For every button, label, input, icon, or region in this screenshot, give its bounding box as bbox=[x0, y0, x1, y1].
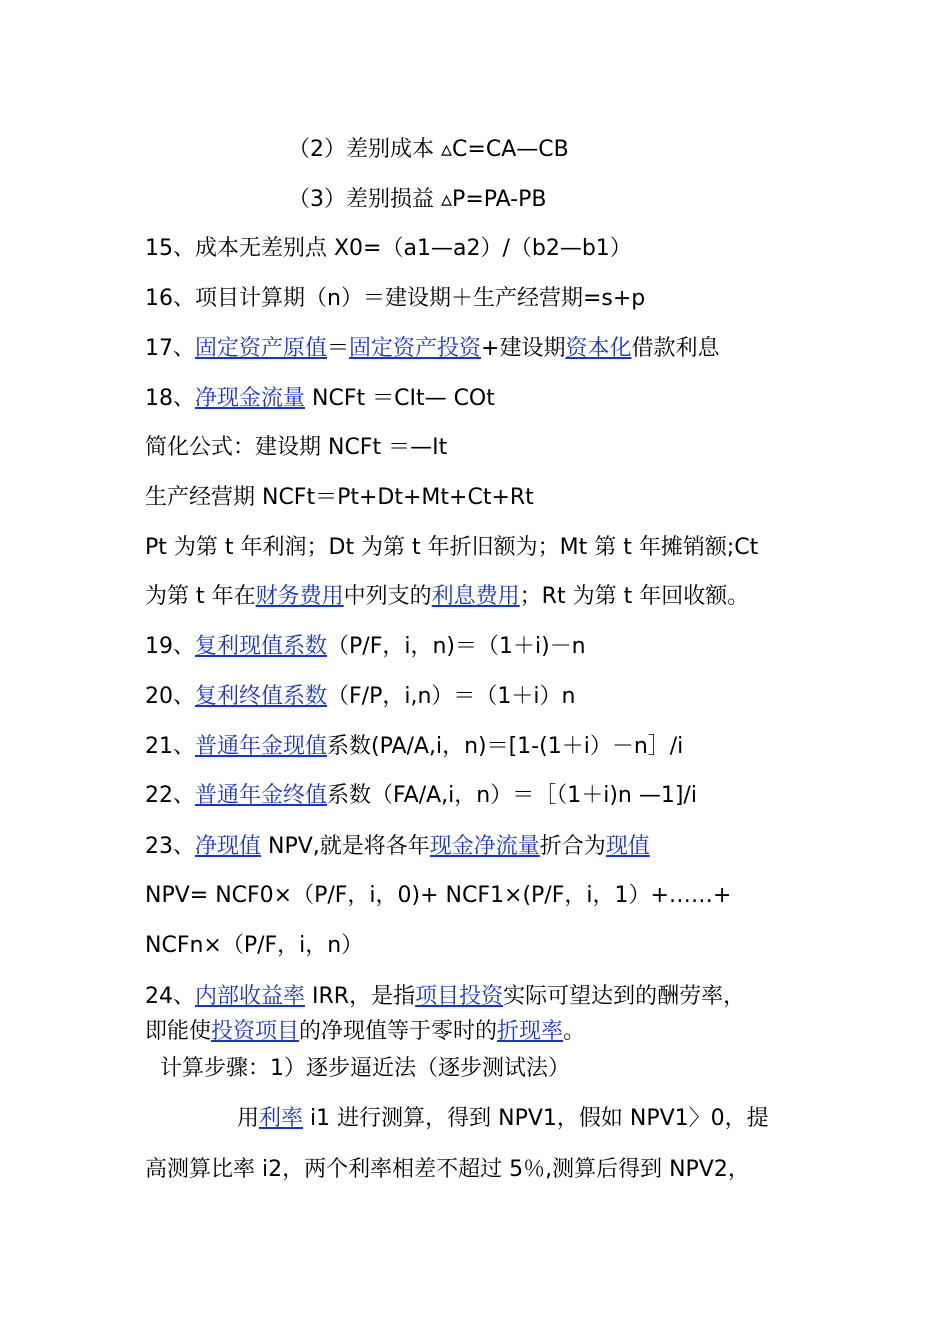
text-run: 17、 bbox=[145, 336, 195, 361]
text-run: 为第 t 年在 bbox=[145, 584, 256, 609]
hyperlink[interactable]: 普通年金终值 bbox=[195, 783, 328, 808]
doc-line-l17 bbox=[145, 931, 363, 961]
text-run: （P/F，i，n)＝（1＋i)－n bbox=[327, 634, 586, 659]
doc-line-l5 bbox=[145, 334, 720, 364]
doc-line-l10 bbox=[145, 582, 749, 612]
hyperlink[interactable]: 固定资产投资 bbox=[349, 336, 482, 361]
text-run: IRR，是指 bbox=[305, 984, 416, 1009]
doc-line-l9 bbox=[145, 533, 758, 563]
text-run: +建设期 bbox=[481, 336, 566, 361]
hyperlink[interactable]: 投资项目 bbox=[211, 1019, 300, 1044]
text-run: NPV,就是将各年 bbox=[261, 834, 430, 859]
text-run: ▵ bbox=[441, 137, 453, 162]
doc-line-l18 bbox=[145, 982, 745, 1012]
hyperlink[interactable]: 内部收益率 bbox=[195, 984, 306, 1009]
hyperlink[interactable]: 净现金流量 bbox=[195, 386, 306, 411]
text-run: 15、成本无差别点 X0=（a1—a2）/（b2—b1） bbox=[145, 236, 632, 261]
doc-line-l3 bbox=[145, 234, 632, 264]
doc-line-l15 bbox=[145, 832, 650, 862]
text-run: 系数（FA/A,i，n）＝［（1＋i)n —1]/i bbox=[327, 783, 697, 808]
hyperlink[interactable]: 财务费用 bbox=[255, 584, 344, 609]
text-run: ；Rt 为第 t 年回收额。 bbox=[519, 584, 750, 609]
hyperlink[interactable]: 现金净流量 bbox=[429, 834, 540, 859]
doc-line-l8 bbox=[145, 483, 534, 513]
hyperlink[interactable]: 复利现值系数 bbox=[195, 634, 328, 659]
doc-line-l1 bbox=[288, 135, 569, 165]
text-run: 即能使 bbox=[145, 1019, 212, 1044]
doc-line-l12 bbox=[145, 682, 575, 712]
text-run: Pt 为第 t 年利润；Dt 为第 t 年折旧额为；Mt 第 t 年摊销额;Ct bbox=[145, 535, 759, 560]
text-run: 。 bbox=[563, 1019, 586, 1044]
doc-line-l11 bbox=[145, 632, 586, 662]
text-run: 21、 bbox=[145, 734, 195, 759]
hyperlink[interactable]: 普通年金现值 bbox=[195, 734, 328, 759]
doc-line-l21 bbox=[237, 1104, 769, 1134]
text-run: NPV= NCF0×（P/F，i，0)+ NCF1×(P/F，i，1）+……+ bbox=[145, 883, 732, 908]
hyperlink[interactable]: 折现率 bbox=[497, 1019, 564, 1044]
text-run: i1 进行测算，得到 NPV1，假如 NPV1〉0，提 bbox=[303, 1106, 769, 1131]
doc-line-l14 bbox=[145, 781, 697, 811]
hyperlink[interactable]: 利率 bbox=[259, 1106, 304, 1131]
text-run: 借款利息 bbox=[631, 336, 720, 361]
text-run: 高测算比率 i2，两个利率相差不超过 5％,测算后得到 NPV2， bbox=[145, 1157, 750, 1182]
text-run: （2）差别成本 bbox=[288, 137, 441, 162]
doc-line-l6 bbox=[145, 384, 495, 414]
text-run: ＝ bbox=[327, 336, 350, 361]
text-run: P=PA-PB bbox=[452, 187, 547, 212]
hyperlink[interactable]: 固定资产原值 bbox=[195, 336, 328, 361]
text-run: 的净现值等于零时的 bbox=[299, 1019, 498, 1044]
doc-line-l22 bbox=[145, 1155, 750, 1185]
hyperlink[interactable]: 资本化 bbox=[565, 336, 632, 361]
doc-line-l2 bbox=[288, 185, 546, 215]
text-run: NCFt ＝CIt— COt bbox=[305, 386, 495, 411]
text-run: 中列支的 bbox=[343, 584, 432, 609]
text-run: 23、 bbox=[145, 834, 195, 859]
doc-line-l16 bbox=[145, 881, 731, 911]
hyperlink[interactable]: 净现值 bbox=[195, 834, 262, 859]
text-run: 折合为 bbox=[539, 834, 606, 859]
text-run: （3）差别损益 bbox=[288, 187, 441, 212]
text-run: 系数(PA/A,i，n)＝[1-(1＋i）－n］/i bbox=[327, 734, 684, 759]
doc-line-l20 bbox=[160, 1054, 570, 1084]
text-run: C=CA—CB bbox=[452, 137, 569, 162]
hyperlink[interactable]: 复利终值系数 bbox=[195, 684, 328, 709]
hyperlink[interactable]: 现值 bbox=[605, 834, 650, 859]
text-run: 16、项目计算期（n）＝建设期＋生产经营期=s+p bbox=[145, 286, 646, 311]
text-run: 18、 bbox=[145, 386, 195, 411]
text-run: 用 bbox=[237, 1106, 260, 1131]
text-run: 生产经营期 NCFt＝Pt+Dt+Mt+Ct+Rt bbox=[145, 485, 534, 510]
text-run: ▵ bbox=[441, 187, 453, 212]
text-run: 20、 bbox=[145, 684, 195, 709]
text-run: 计算步骤：1）逐步逼近法（逐步测试法） bbox=[160, 1056, 570, 1081]
text-run: 24、 bbox=[145, 984, 195, 1009]
text-run: 实际可望达到的酬劳率， bbox=[503, 984, 746, 1009]
text-run: 19、 bbox=[145, 634, 195, 659]
doc-line-l19 bbox=[145, 1017, 585, 1047]
hyperlink[interactable]: 利息费用 bbox=[431, 584, 520, 609]
doc-line-l13 bbox=[145, 732, 683, 762]
text-run: NCFn×（P/F，i，n） bbox=[145, 933, 364, 958]
text-run: 简化公式：建设期 NCFt ＝—It bbox=[145, 435, 448, 460]
text-run: （F/P，i,n）＝（1＋i）n bbox=[327, 684, 576, 709]
hyperlink[interactable]: 项目投资 bbox=[415, 984, 504, 1009]
doc-line-l7 bbox=[145, 433, 447, 463]
doc-line-l4 bbox=[145, 284, 645, 314]
text-run: 22、 bbox=[145, 783, 195, 808]
